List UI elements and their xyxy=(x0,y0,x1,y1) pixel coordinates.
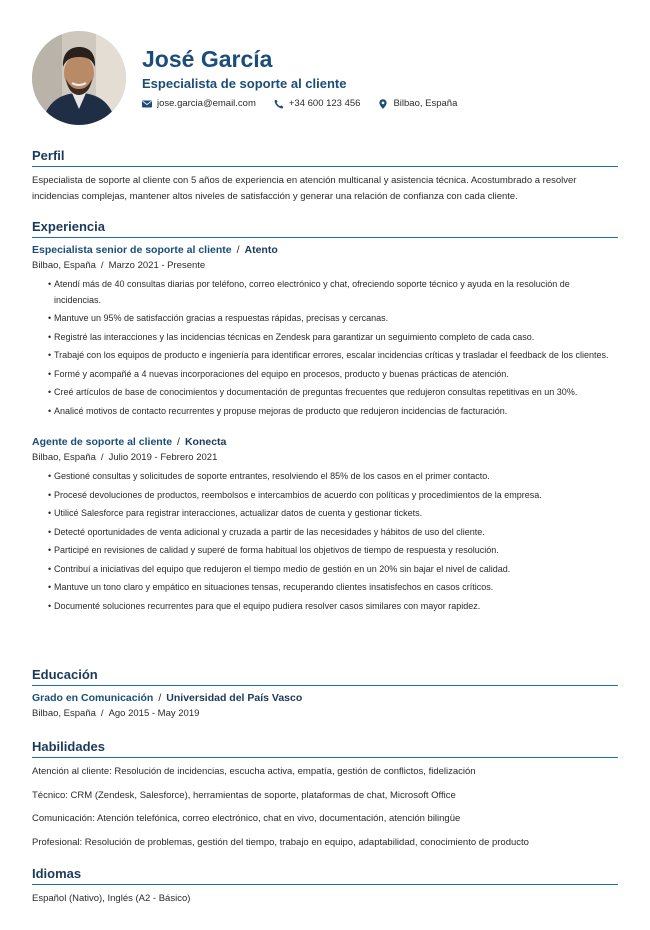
languages-text: Español (Nativo), Inglés (A2 - Básico) xyxy=(32,893,191,904)
list-item: • Documenté soluciones recurrentes para que el equipo pudiera resolver casos similares con mayor rapidez. xyxy=(48,599,618,615)
section-title-languages: Idiomas xyxy=(32,865,618,885)
section-title-skills: Habilidades xyxy=(32,738,618,758)
job-location: Bilbao, España xyxy=(32,452,96,463)
profile-text: Especialista de soporte al cliente con 5 años de experiencia en atención multicanal y asistencia técnica. Acostumbrado a resolver incidencias complejas, mantener altos niveles de satisfacción y generar una relación de confianza con cada cliente. xyxy=(32,175,577,202)
location-text: Bilbao, España xyxy=(393,98,458,109)
skills-list xyxy=(32,764,618,851)
education-header xyxy=(32,691,618,706)
separator: / xyxy=(177,436,180,448)
list-item: • Registré las interacciones y las incidencias técnicas en Zendesk para garantizar un seguimiento completo de cada caso. xyxy=(48,330,618,346)
skills-section xyxy=(32,738,618,858)
job-entry xyxy=(32,243,618,419)
avatar xyxy=(32,31,126,125)
job-title: Especialista de soporte al cliente xyxy=(142,76,347,91)
degree: Grado en Comunicación xyxy=(32,692,154,704)
list-item: • Mantuve un 95% de satisfacción gracias a respuestas rápidas, precisas y cercanas. xyxy=(48,311,618,327)
skill-line: Comunicación: Atención telefónica, correo electrónico, chat en vivo, documentación, atención bilingüe xyxy=(32,813,461,824)
location-pin-icon xyxy=(378,99,388,109)
phone-text: +34 600 123 456 xyxy=(288,98,361,109)
school: Universidad del País Vasco xyxy=(166,692,303,704)
list-item: • Procesé devoluciones de productos, reembolsos e intercambios de acuerdo con políticas y procedimientos de la empresa. xyxy=(48,488,618,504)
list-item: • Creé artículos de base de conocimientos y documentación de preguntas frecuentes que redujeron consultas repetitivas en un 30%. xyxy=(48,385,618,401)
profile-section xyxy=(32,147,618,205)
job-role: Agente de soporte al cliente xyxy=(32,436,173,448)
skill-line: Profesional: Resolución de problemas, gestión del tiempo, trabajo en equipo, adaptabilidad, conocimiento de producto xyxy=(32,836,529,848)
separator: / xyxy=(100,708,104,719)
languages-section xyxy=(32,865,618,907)
email-text: jose.garcia@email.com xyxy=(157,98,256,109)
contact-phone xyxy=(274,97,361,111)
separator: / xyxy=(100,452,104,463)
job-meta xyxy=(32,258,618,273)
section-title-education: Educación xyxy=(32,666,618,686)
education-location: Bilbao, España xyxy=(32,708,96,719)
section-title-profile: Perfil xyxy=(32,147,618,167)
contact-location xyxy=(378,97,457,111)
job-dates: Marzo 2021 - Presente xyxy=(108,260,206,271)
list-item: • Mantuve un tono claro y empático en situaciones tensas, recuperando clientes insatisfechos en casos críticos. xyxy=(48,580,618,596)
job-dates: Julio 2019 - Febrero 2021 xyxy=(108,452,218,463)
list-item: • Atendí más de 40 consultas diarias por teléfono, correo electrónico y chat, ofreciendo soporte técnico y ayuda en la resolución de incidencias. xyxy=(48,277,618,308)
experience-section xyxy=(32,218,618,617)
job-role: Especialista senior de soporte al cliente xyxy=(32,244,232,256)
job-company: Atento xyxy=(244,244,278,256)
job-meta xyxy=(32,450,618,465)
mail-icon xyxy=(142,99,152,109)
job-header xyxy=(32,435,618,450)
contact-email xyxy=(142,97,256,111)
job-location: Bilbao, España xyxy=(32,260,96,271)
list-item: • Gestioné consultas y solicitudes de soporte entrantes, resolviendo el 85% de los casos en el primer contacto. xyxy=(48,469,618,485)
job-bullets xyxy=(32,469,618,614)
list-item: • Utilicé Salesforce para registrar interacciones, actualizar datos de cuenta y gestionar tickets. xyxy=(48,506,618,522)
candidate-name: José García xyxy=(142,46,273,72)
phone-icon xyxy=(274,99,284,109)
skill-line: Atención al cliente: Resolución de incidencias, escucha activa, empatía, gestión de conflictos, fidelización xyxy=(32,766,476,777)
list-item: • Participé en revisiones de calidad y superé de forma habitual los objetivos de tiempo de respuesta y resolución. xyxy=(48,543,618,559)
education-section xyxy=(32,666,618,721)
job-entry xyxy=(32,435,618,614)
section-title-experience: Experiencia xyxy=(32,218,618,238)
list-item: • Formé y acompañé a 4 nuevas incorporaciones del equipo en procesos, producto y buenas prácticas de atención. xyxy=(48,367,618,383)
list-item: • Contribuí a iniciativas del equipo que redujeron el tiempo medio de gestión en un 20% sin bajar el nivel de calidad. xyxy=(48,562,618,578)
separator: / xyxy=(100,260,104,271)
job-bullets xyxy=(32,277,618,419)
profile-photo xyxy=(32,31,126,125)
separator: / xyxy=(236,244,240,256)
list-item: • Trabajé con los equipos de producto e ingeniería para identificar errores, escalar incidencias críticas y trasladar el feedback de los clientes. xyxy=(48,348,618,364)
separator: / xyxy=(158,692,162,704)
list-item: • Detecté oportunidades de venta adicional y cruzada a partir de las necesidades y hábitos de uso del cliente. xyxy=(48,525,618,541)
list-item: • Analicé motivos de contacto recurrentes y propuse mejoras de producto que redujeron incidencias de facturación. xyxy=(48,404,618,420)
contact-info xyxy=(142,97,475,111)
job-header xyxy=(32,243,618,258)
skill-line: Técnico: CRM (Zendesk, Salesforce), herramientas de soporte, plataformas de chat, Microsoft Office xyxy=(32,789,456,801)
job-company: Konecta xyxy=(184,436,227,448)
education-dates: Ago 2015 - May 2019 xyxy=(108,708,200,719)
education-meta xyxy=(32,706,618,721)
